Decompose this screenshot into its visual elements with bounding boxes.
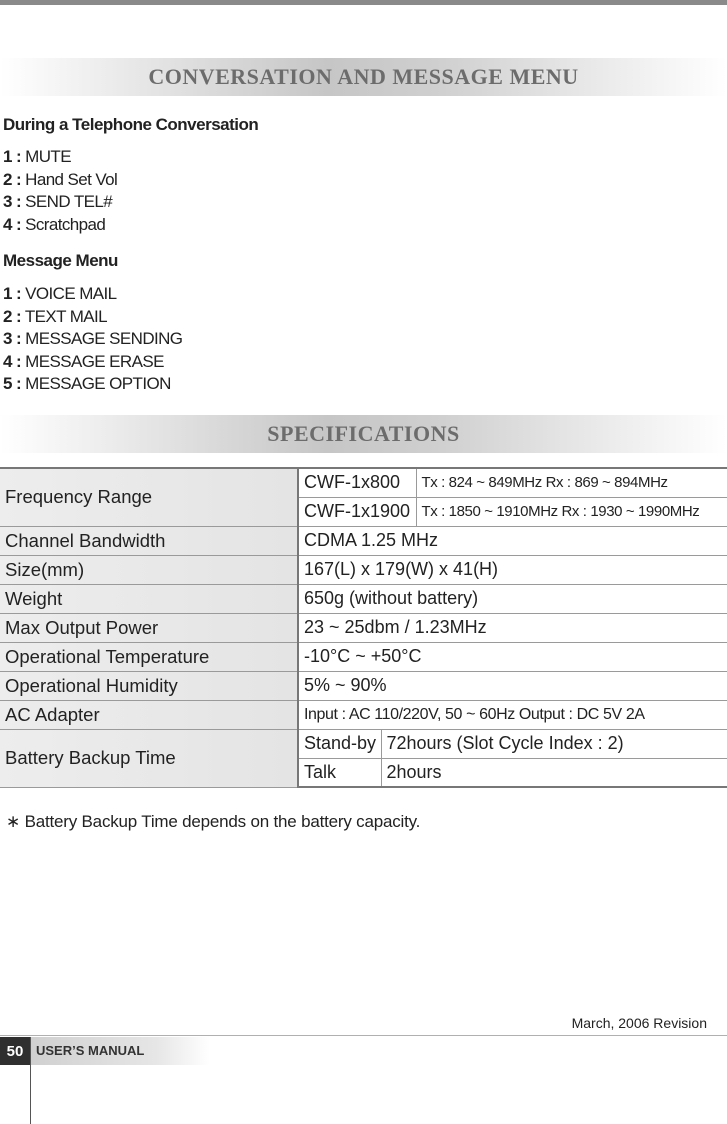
item-number: 3 : bbox=[3, 329, 22, 349]
specifications-banner bbox=[0, 415, 727, 453]
list-item bbox=[3, 146, 117, 169]
spec-label-channel-bandwidth: Channel Bandwidth bbox=[0, 526, 298, 555]
battery-mode-standby: Stand-by bbox=[298, 729, 381, 758]
list-item bbox=[3, 373, 182, 396]
specifications-table bbox=[0, 467, 727, 788]
table-row bbox=[0, 613, 727, 642]
spec-label-humidity: Operational Humidity bbox=[0, 671, 298, 700]
spec-label-temperature: Operational Temperature bbox=[0, 642, 298, 671]
table-row bbox=[0, 642, 727, 671]
table-row bbox=[0, 555, 727, 584]
item-label: VOICE MAIL bbox=[25, 284, 117, 303]
item-label: Hand Set Vol bbox=[25, 169, 118, 189]
item-number: 3 : bbox=[3, 192, 22, 212]
item-number: 1 : bbox=[3, 147, 22, 166]
item-label: SEND TEL# bbox=[25, 192, 113, 212]
table-row bbox=[0, 526, 727, 555]
specifications-title: SPECIFICATIONS bbox=[267, 421, 460, 446]
spec-value-max-power: 23 ~ 25dbm / 1.23MHz bbox=[298, 613, 727, 642]
spec-label-frequency: Frequency Range bbox=[0, 468, 298, 526]
revision-date: March, 2006 Revision bbox=[571, 1015, 707, 1031]
conversation-menu-banner bbox=[0, 58, 727, 96]
spec-value-ac-adapter: Input : AC 110/220V, 50 ~ 60Hz Output : DC 5V 2A bbox=[298, 700, 727, 729]
table-row bbox=[0, 584, 727, 613]
battery-mode-talk: Talk bbox=[298, 758, 381, 787]
spec-value-channel-bandwidth: CDMA 1.25 MHz bbox=[298, 526, 727, 555]
item-number: 5 : bbox=[3, 374, 22, 394]
frequency-range-2: Tx : 1850 ~ 1910MHz Rx : 1930 ~ 1990MHz bbox=[416, 497, 727, 526]
conversation-menu-title: CONVERSATION AND MESSAGE MENU bbox=[148, 64, 579, 89]
spec-label-ac-adapter: AC Adapter bbox=[0, 700, 298, 729]
table-row bbox=[0, 700, 727, 729]
item-label: TEXT MAIL bbox=[24, 306, 108, 326]
table-row bbox=[0, 729, 727, 758]
frequency-range-1: Tx : 824 ~ 849MHz Rx : 869 ~ 894MHz bbox=[416, 468, 727, 497]
list-item bbox=[3, 214, 117, 237]
spec-value-humidity: 5% ~ 90% bbox=[298, 671, 727, 700]
battery-note: ∗ Battery Backup Time depends on the battery capacity. bbox=[6, 812, 421, 831]
item-number: 2 : bbox=[3, 306, 22, 326]
during-call-list bbox=[3, 146, 117, 236]
battery-value-standby: 72hours (Slot Cycle Index : 2) bbox=[381, 729, 727, 758]
item-label: MESSAGE OPTION bbox=[25, 374, 171, 394]
message-menu-list bbox=[3, 283, 182, 396]
spec-value-weight: 650g (without battery) bbox=[298, 584, 727, 613]
footer-rule bbox=[0, 1035, 727, 1036]
list-item bbox=[3, 169, 117, 192]
item-label: Scratchpad bbox=[25, 214, 106, 234]
margin-line bbox=[30, 1037, 31, 1124]
spec-label-battery: Battery Backup Time bbox=[0, 729, 298, 787]
frequency-model-2: CWF-1x1900 bbox=[298, 497, 416, 526]
table-row bbox=[0, 468, 727, 497]
manual-label: USER’S MANUAL bbox=[36, 1043, 145, 1058]
spec-label-size: Size(mm) bbox=[0, 555, 298, 584]
item-number: 4 : bbox=[3, 351, 22, 371]
item-number: 1 : bbox=[3, 284, 22, 303]
list-item bbox=[3, 328, 182, 351]
list-item bbox=[3, 306, 182, 329]
page-number-box bbox=[0, 1037, 30, 1065]
during-call-heading: During a Telephone Conversation bbox=[3, 115, 259, 134]
spec-value-size: 167(L) x 179(W) x 41(H) bbox=[298, 555, 727, 584]
item-label: MESSAGE SENDING bbox=[25, 329, 183, 349]
spec-label-weight: Weight bbox=[0, 584, 298, 613]
item-label: MUTE bbox=[25, 147, 71, 166]
list-item bbox=[3, 351, 182, 374]
item-label: MESSAGE ERASE bbox=[25, 351, 164, 371]
top-rule bbox=[0, 0, 727, 5]
list-item bbox=[3, 283, 182, 306]
item-number: 4 : bbox=[3, 214, 22, 234]
spec-value-temperature: -10°C ~ +50°C bbox=[298, 642, 727, 671]
frequency-model-1: CWF-1x800 bbox=[298, 468, 416, 497]
table-row bbox=[0, 671, 727, 700]
page-number: 50 bbox=[6, 1042, 24, 1060]
battery-value-talk: 2hours bbox=[381, 758, 727, 787]
item-number: 2 : bbox=[3, 169, 22, 189]
list-item bbox=[3, 191, 117, 214]
message-menu-heading: Message Menu bbox=[3, 251, 118, 270]
spec-label-max-power: Max Output Power bbox=[0, 613, 298, 642]
